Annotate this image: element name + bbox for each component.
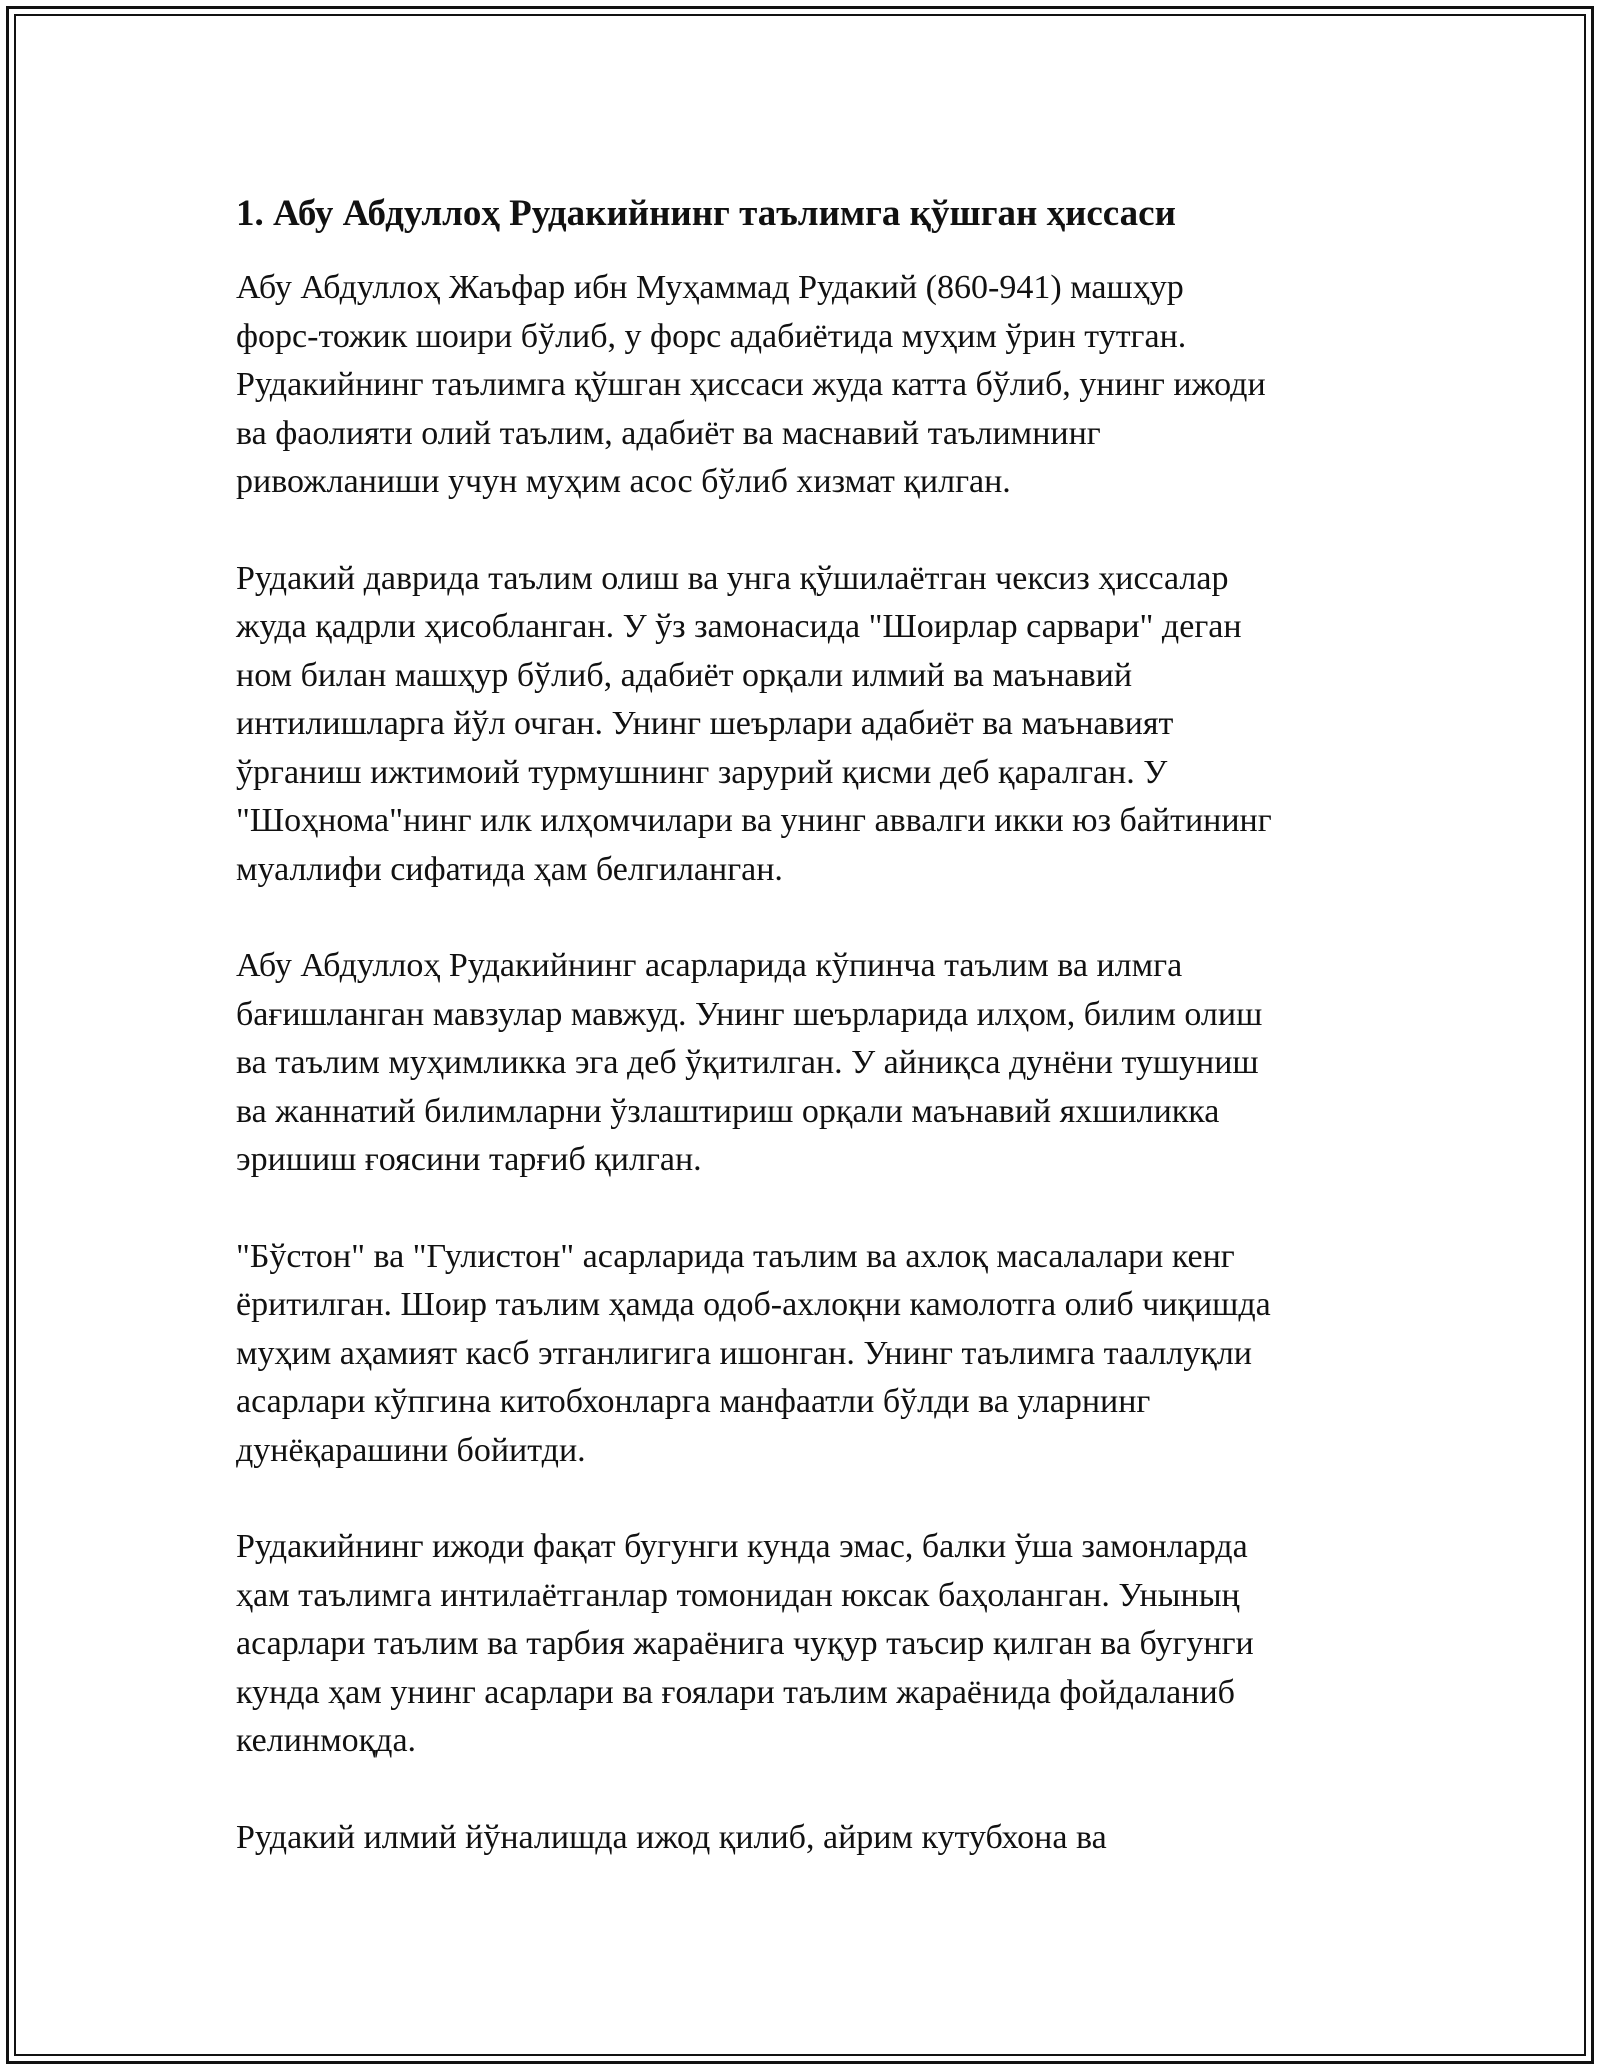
paragraph-2 [236, 555, 1366, 895]
paragraph-3 [236, 942, 1366, 1185]
text-line: ва таълим муҳимликка эга деб ўқитилган. У айниқса дунёни тушуниш [236, 1044, 1259, 1081]
text-line: Абу Абдуллоҳ Рудакийнинг асарларида кўпинча таълим ва илмга [236, 947, 1183, 984]
text-line: Рудакий илмий йўналишда ижод қилиб, айрим кутубхона ва [236, 1818, 1107, 1856]
document-title: 1. Абу Абдуллоҳ Рудакийнинг таълимга қўшган ҳиссаси [236, 193, 1176, 234]
text-line: асарлари кўпгина китобхонларга манфаатли бўлди ва уларнинг [236, 1383, 1151, 1420]
paragraph-1 [236, 264, 1366, 507]
text-line: эришиш ғоясини тарғиб қилган. [236, 1141, 702, 1178]
text-line: дунёқарашини бойитди. [236, 1431, 586, 1469]
text-line: "Шоҳнома"нинг илк илҳомчилари ва унинг аввалги икки юз байтининг [236, 802, 1272, 839]
text-line: ва жаннатий билимларни ўзлаштириш орқали маънавий яхшиликка [236, 1092, 1220, 1130]
paragraph-4 [236, 1233, 1366, 1476]
text-line: форс-тожик шоири бўлиб, у форс адабиётида муҳим ўрин тутган. [236, 317, 1187, 355]
paragraph-6 [236, 1814, 1366, 1863]
paragraph-5 [236, 1523, 1366, 1766]
text-line: Рудакий даврида таълим олиш ва унга қўшилаётган чексиз ҳиссалар [236, 559, 1229, 597]
text-line: ёритилган. Шоир таълим ҳамда одоб-ахлоқни камолотга олиб чиқишда [236, 1286, 1271, 1323]
text-line: Рудакийнинг таълимга қўшган ҳиссаси жуда катта бўлиб, унинг ижоди [236, 366, 1266, 403]
text-line: Абу Абдуллоҳ Жаъфар ибн Муҳаммад Рудакий (860-941) машҳур [236, 269, 1184, 306]
text-line: бағишланган мавзулар мавжуд. Унинг шеърларида илҳом, билим олиш [236, 995, 1263, 1033]
text-line: "Бўстон" ва "Гулистон" асарларида таълим ва ахлоқ масалалари кенг [236, 1237, 1235, 1275]
document-body [236, 190, 1366, 1910]
text-line: ҳам таълимга интилаётганлар томонидан юксак баҳоланган. Унының [236, 1576, 1240, 1614]
text-line: муаллифи сифатида ҳам белгиланган. [236, 850, 783, 888]
text-line: ва фаолияти олий таълим, адабиёт ва маснавий таълимнинг [236, 414, 1101, 452]
text-line: асарлари таълим ва тарбия жараёнига чуқур таъсир қилган ва бугунги [236, 1625, 1254, 1662]
text-line: Рудакийнинг ижоди фақат бугунги кунда эмас, балки ўша замонларда [236, 1528, 1248, 1565]
text-line: интилишларга йўл очган. Унинг шеърлари адабиёт ва маънавият [236, 705, 1174, 742]
text-line: ривожланиши учун муҳим асос бўлиб хизмат қилган. [236, 463, 1011, 500]
text-line: ном билан машҳур бўлиб, адабиёт орқали илмий ва маънавий [236, 656, 1133, 694]
text-line: муҳим аҳамият касб этганлигига ишонган. Унинг таълимга тааллуқли [236, 1334, 1252, 1372]
text-line: келинмоқда. [236, 1722, 417, 1759]
text-line: жуда қадрли ҳисобланган. У ўз замонасида "Шоирлар сарвари" деган [236, 608, 1242, 645]
text-line: ўрганиш ижтимоий турмушнинг зарурий қисми деб қаралган. У [236, 753, 1168, 791]
text-line: кунда ҳам унинг асарлари ва ғоялари таълим жараёнида фойдаланиб [236, 1673, 1235, 1711]
